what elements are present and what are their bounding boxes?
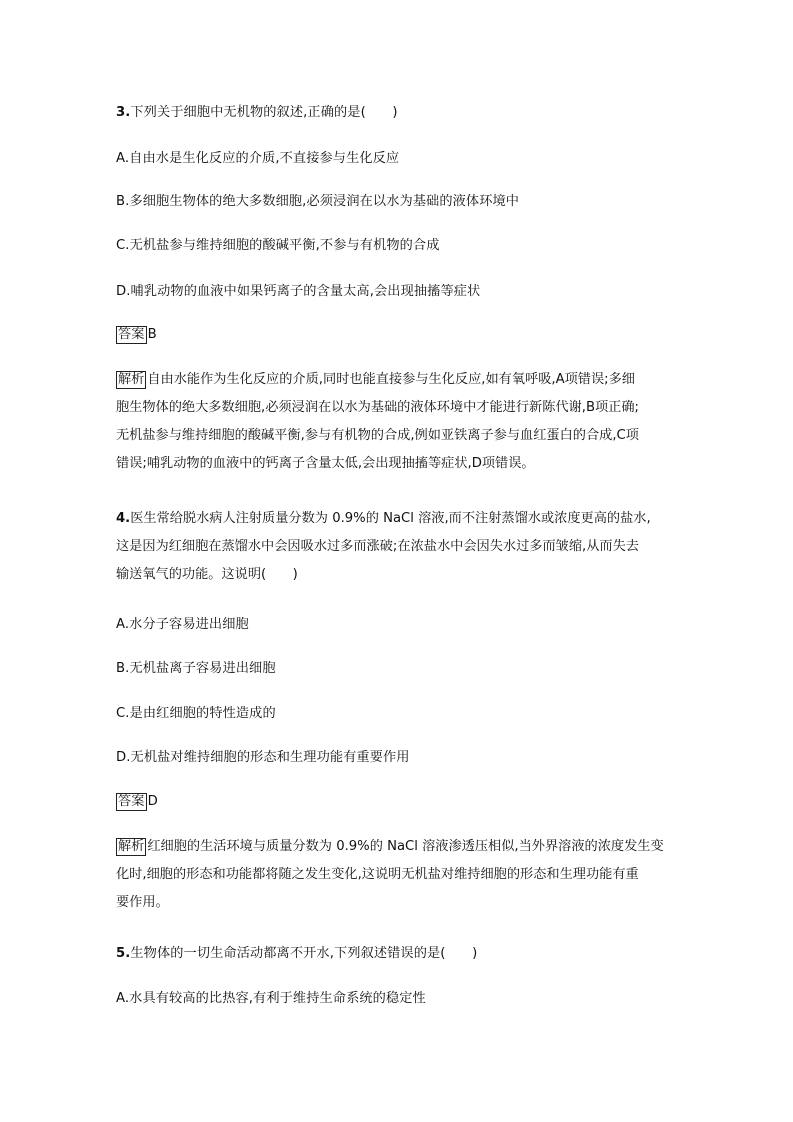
analysis-block: 解析 红细胞的生活环境与质量分数为 0.9%的 NaCl 溶液渗透压相似,当外界溶液的浓度发生变 化时,细胞的形态和功能都将随之发生变化,这说明无机盐对维持细胞的形态和生理功能有重 要作用。 bbox=[116, 839, 664, 910]
option-d: D.哺乳动物的血液中如果钙离子的含量太高,会出现抽搐等症状 bbox=[116, 284, 481, 299]
answer-label: 答案 bbox=[118, 327, 145, 342]
option-b: B.无机盐离子容易进出细胞 bbox=[116, 661, 276, 676]
question-5-stem: 5.生物体的一切生命活动都离不开水,下列叙述错误的是( ) bbox=[116, 946, 478, 961]
question-number: 4. bbox=[116, 511, 131, 526]
question-number: 3. bbox=[116, 105, 131, 120]
option-a: A.水具有较高的比热容,有利于维持生命系统的稳定性 bbox=[116, 991, 426, 1006]
option-a: A.水分子容易进出细胞 bbox=[116, 617, 249, 632]
answer-value: B bbox=[147, 327, 157, 342]
option-b: B.多细胞生物体的绝大多数细胞,必须浸润在以水为基础的液体环境中 bbox=[116, 194, 520, 209]
answer-label: 答案 bbox=[118, 794, 145, 809]
answer-row bbox=[116, 326, 157, 344]
answer-value: D bbox=[147, 794, 158, 809]
question-number: 5. bbox=[116, 946, 131, 961]
option-c: C.无机盐参与维持细胞的酸碱平衡,不参与有机物的合成 bbox=[116, 238, 440, 253]
option-a: A.自由水是生化反应的介质,不直接参与生化反应 bbox=[116, 151, 400, 166]
answer-row bbox=[116, 793, 158, 811]
analysis-label: 解析 bbox=[118, 372, 145, 387]
analysis-block: 解析 自由水能作为生化反应的介质,同时也能直接参与生化反应,如有氧呼吸,A项错误;多细 胞生物体的绝大多数细胞,必须浸润在以水为基础的液体环境中才能进行新陈代谢,B项正确; 无机盐参与维持细胞的酸碱平衡,参与有机物的合成,例如亚铁离子参与血红蛋白的合成,C项 错误;哺乳动物的血液中的钙离子含量太低,会出现抽搐等症状,D项错误。 bbox=[116, 372, 639, 471]
option-c: C.是由红细胞的特性造成的 bbox=[116, 706, 276, 721]
question-4-stem: 4.医生常给脱水病人注射质量分数为 0.9%的 NaCl 溶液,而不注射蒸馏水或浓度更高的盐水, 这是因为红细胞在蒸馏水中会因吸水过多而涨破;在浓盐水中会因失水过多而皱缩,从而失去 输送氧气的功能。这说明( ) bbox=[116, 511, 651, 582]
analysis-label: 解析 bbox=[118, 839, 145, 854]
option-d: D.无机盐对维持细胞的形态和生理功能有重要作用 bbox=[116, 750, 410, 765]
question-3-stem: 3.下列关于细胞中无机物的叙述,正确的是( ) bbox=[116, 105, 398, 120]
